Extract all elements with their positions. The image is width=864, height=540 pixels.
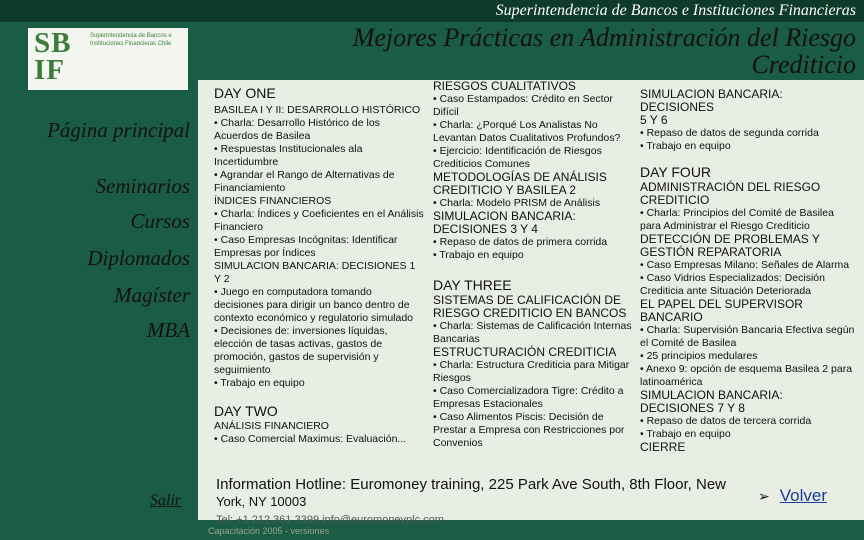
list-item: para Administrar el Riesgo Crediticio bbox=[640, 220, 810, 232]
info-contact-line: Tel: +1 212 361 3399 info@euromoneyplc.com bbox=[216, 514, 444, 526]
list-item: SISTEMAS DE CALIFICACIÓN DE RIESGO CREDITICIO EN BANCOS bbox=[433, 293, 627, 320]
column-day-one-two bbox=[214, 80, 424, 446]
list-item: ÍNDICES FINANCIEROS bbox=[214, 195, 332, 207]
nav-link-magister[interactable]: Magíster bbox=[114, 283, 190, 307]
list-item: CIERRE bbox=[640, 440, 686, 454]
list-item: METODOLOGÍAS DE ANÁLISIS CREDITICIO Y BASILEA 2 bbox=[433, 170, 607, 197]
list-item: • Caso Estampados: Crédito en Sector Difícil bbox=[433, 93, 613, 118]
volver-link[interactable] bbox=[758, 486, 827, 506]
list-item: SIMULACION BANCARIA: DECISIONES 7 Y 8 bbox=[640, 388, 783, 415]
list-item: ADMINISTRACIÓN DEL RIESGO CREDITICIO bbox=[640, 180, 821, 207]
nav-link-seminarios[interactable]: Seminarios bbox=[95, 174, 190, 198]
list-item: • Trabajo en equipo bbox=[640, 428, 731, 440]
list-item: ESTRUCTURACIÓN CREDITICIA bbox=[433, 345, 617, 359]
page-title: Mejores Prácticas en Administración del Riesgo Crediticio bbox=[352, 23, 856, 79]
list-item: • Caso Comercial Maximus: Evaluación... bbox=[214, 433, 407, 445]
nav-link-cursos[interactable]: Cursos bbox=[130, 209, 190, 233]
list-item: SIMULACION BANCARIA: DECISIONES 1 Y 2 bbox=[214, 260, 416, 285]
nav-link-diplomados[interactable]: Diplomados bbox=[87, 246, 190, 270]
list-item: • Caso Vidrios Especializados: Decisión Crediticia ante Situación Deteriorada bbox=[640, 272, 825, 297]
footer-text: Capacitación 2005 - versiones bbox=[208, 526, 330, 536]
list-item: • 25 principios medulares bbox=[640, 350, 758, 362]
list-item: • Charla: ¿Porqué Los Analistas No Levantan Datos Cualitativos Profundos? bbox=[433, 119, 621, 144]
list-item: • Juego en computadora tomando decisiones para dirigir un banco dentro de contexto económico y regulatorio simulado bbox=[214, 286, 414, 324]
list-item: ANÁLISIS FINANCIERO bbox=[214, 420, 329, 432]
list-item: • Decisiones de: inversiones líquidas, elección de tasas activas, gastos de promoción, gastos de supervisión y seguimiento bbox=[214, 325, 388, 376]
top-banner bbox=[0, 0, 864, 22]
list-item: • Charla: Principios del Comité de Basilea bbox=[640, 207, 834, 219]
day-three-heading: DAY THREE bbox=[433, 277, 512, 293]
list-item: • Respuestas Institucionales ala Incertidumbre bbox=[214, 143, 363, 168]
info-address-line: York, NY 10003 bbox=[216, 494, 307, 509]
list-item: • Agrandar el Rango de Alternativas de Financiamiento bbox=[214, 169, 395, 194]
list-item: • Charla: Desarrollo Histórico de los Acuerdos de Basilea bbox=[214, 117, 380, 142]
list-item: • Caso Empresas Milano: Señales de Alarma bbox=[640, 259, 850, 271]
list-item: • Repaso de datos de tercera corrida bbox=[640, 415, 812, 427]
list-item: RIESGOS CUALITATIVOS bbox=[433, 80, 576, 93]
list-item: 5 Y 6 bbox=[640, 113, 668, 127]
list-item: • Trabajo en equipo bbox=[640, 140, 731, 152]
list-item: • Trabajo en equipo bbox=[214, 377, 305, 389]
list-item: • Charla: Supervisión Bancaria Efectiva según el Comité de Basilea bbox=[640, 324, 855, 349]
list-item: • Charla: Modelo PRISM de Análisis bbox=[433, 197, 601, 209]
volver-label: Volver bbox=[779, 486, 827, 505]
info-hotline-overlay bbox=[198, 472, 864, 526]
list-item: SIMULACION BANCARIA: DECISIONES bbox=[640, 87, 783, 114]
list-item: • Caso Empresas Incógnitas: Identificar Empresas por Índices bbox=[214, 234, 398, 259]
sbif-logo bbox=[28, 28, 188, 90]
list-item: • Caso Alimentos Piscis: Decisión de Prestar a Empresa con Restricciones por Convenios bbox=[433, 411, 625, 449]
logo-mark: SB IF bbox=[34, 27, 72, 86]
program-content bbox=[198, 80, 864, 520]
list-item: • Repaso de datos de segunda corrida bbox=[640, 127, 819, 139]
list-item: • Repaso de datos de primera corrida bbox=[433, 236, 608, 248]
column-day-three-four bbox=[640, 80, 860, 454]
day-four-heading: DAY FOUR bbox=[640, 164, 712, 180]
list-item: • Charla: Índices y Coeficientes en el Análisis Financiero bbox=[214, 208, 424, 233]
list-item: BASILEA I Y II: DESARROLLO HISTÓRICO bbox=[214, 104, 421, 116]
list-item: EL PAPEL DEL SUPERVISOR BANCARIO bbox=[640, 297, 803, 324]
column-day-two-three bbox=[433, 80, 633, 450]
nav-link-mba[interactable]: MBA bbox=[146, 318, 190, 342]
info-hotline-line: Information Hotline: Euromoney training, 225 Park Ave South, 8th Floor, New bbox=[216, 476, 726, 493]
list-item: • Charla: Estructura Crediticia para Mitigar Riesgos bbox=[433, 359, 630, 384]
arrow-right-icon: ➢ bbox=[758, 488, 770, 504]
salir-link[interactable]: Salir bbox=[150, 492, 182, 509]
list-item: • Charla: Sistemas de Calificación Internas Bancarias bbox=[433, 320, 632, 345]
list-item: SIMULACION BANCARIA: DECISIONES 3 Y 4 bbox=[433, 209, 576, 236]
day-two-heading: DAY TWO bbox=[214, 403, 278, 419]
list-item: • Caso Comercializadora Tigre: Crédito a Empresas Estacionales bbox=[433, 385, 624, 410]
organization-name: Superintendencia de Bancos e Instituciones Financieras bbox=[495, 2, 856, 19]
list-item: • Ejercicio: Identificación de Riesgos Crediticios Comunes bbox=[433, 145, 602, 170]
logo-text: Superintendencia de Bancos e Instituciones Financieras Chile bbox=[90, 33, 172, 47]
day-one-heading: DAY ONE bbox=[214, 85, 276, 101]
list-item: DETECCIÓN DE PROBLEMAS Y GESTIÓN REPARATORIA bbox=[640, 232, 820, 259]
nav-link-home[interactable]: Página principal bbox=[47, 118, 190, 142]
list-item: • Trabajo en equipo bbox=[433, 249, 524, 261]
list-item: • Anexo 9: opción de esquema Basilea 2 para latinoamérica bbox=[640, 363, 853, 388]
